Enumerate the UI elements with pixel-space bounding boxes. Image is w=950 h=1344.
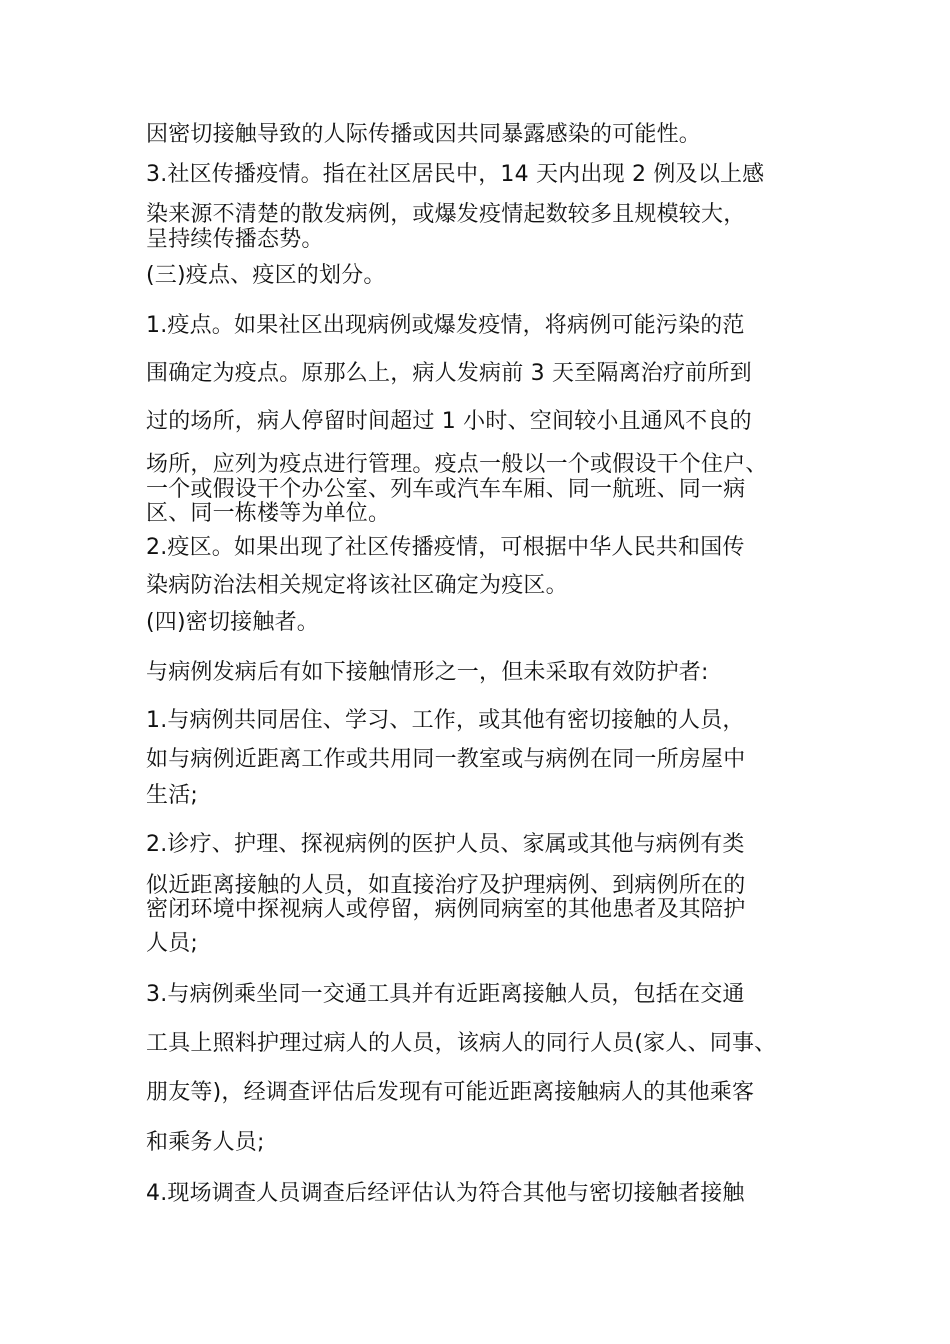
- text-line: 人员;: [146, 931, 199, 956]
- text-line: 3.与病例乘坐同一交通工具并有近距离接触人员，包括在交通: [146, 982, 745, 1007]
- text-line: 过的场所，病人停留时间超过 1 小时、空间较小且通风不良的: [146, 409, 752, 434]
- text-line: 2.疫区。如果出现了社区传播疫情，可根据中华人民共和国传: [146, 535, 745, 560]
- text-line: 4.现场调查人员调查后经评估认为符合其他与密切接触者接触: [146, 1181, 745, 1206]
- text-line: 和乘务人员;: [146, 1130, 265, 1155]
- text-line: 3.社区传播疫情。指在社区居民中，14 天内出现 2 例及以上感: [146, 162, 765, 187]
- text-line: 似近距离接触的人员，如直接治疗及护理病例、到病例所在的: [146, 873, 746, 898]
- text-line: 围确定为疫点。原那么上，病人发病前 3 天至隔离治疗前所到: [146, 361, 752, 386]
- section-heading: (三)疫点、疫区的划分。: [146, 263, 386, 288]
- text-line: 2.诊疗、护理、探视病例的医护人员、家属或其他与病例有类: [146, 832, 745, 857]
- text-line: 区、同一栋楼等为单位。: [146, 501, 391, 526]
- text-line: 因密切接触导致的人际传播或因共同暴露感染的可能性。: [146, 122, 702, 147]
- text-line: 朋友等)，经调查评估后发现有可能近距离接触病人的其他乘客: [146, 1080, 755, 1105]
- text-line: 密闭环境中探视病人或停留，病例同病室的其他患者及其陪护: [146, 897, 746, 922]
- text-line: 如与病例近距离工作或共用同一教室或与病例在同一所房屋中: [146, 747, 746, 772]
- text-line: 场所，应列为疫点进行管理。疫点一般以一个或假设干个住户、: [146, 452, 768, 477]
- text-line: 1.疫点。如果社区出现病例或爆发疫情，将病例可能污染的范: [146, 313, 745, 338]
- text-line: 生活;: [146, 783, 199, 808]
- text-line: 染来源不清楚的散发病例，或爆发疫情起数较多且规模较大，: [146, 202, 746, 227]
- text-line: 一个或假设干个办公室、列车或汽车车厢、同一航班、同一病: [146, 477, 746, 502]
- section-heading: (四)密切接触者。: [146, 610, 319, 635]
- text-line: 与病例发病后有如下接触情形之一，但未采取有效防护者:: [146, 660, 709, 685]
- text-line: 呈持续传播态势。: [146, 227, 324, 252]
- text-line: 1.与病例共同居住、学习、工作，或其他有密切接触的人员，: [146, 708, 745, 733]
- text-line: 染病防治法相关规定将该社区确定为疫区。: [146, 573, 568, 598]
- text-line: 工具上照料护理过病人的人员，该病人的同行人员(家人、同事、: [146, 1031, 777, 1056]
